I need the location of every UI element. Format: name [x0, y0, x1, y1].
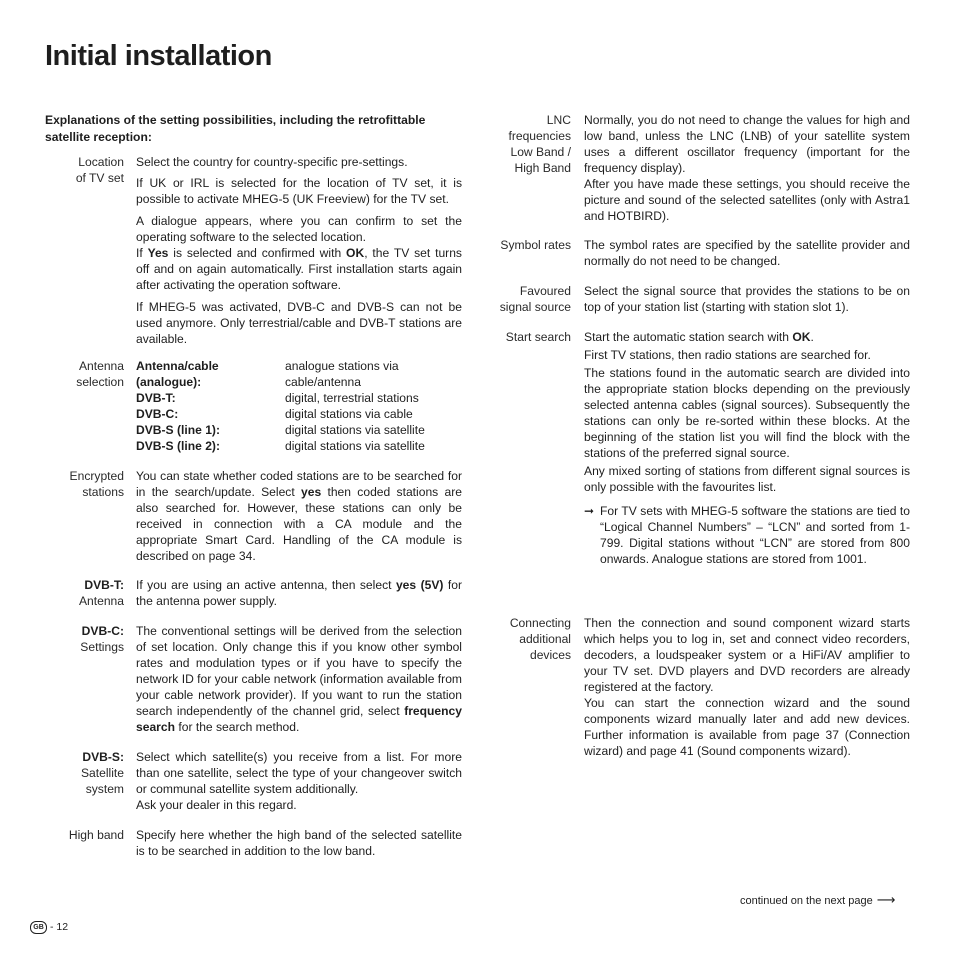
table-row: DVB-S (line 2): digital stations via satellite: [136, 439, 425, 453]
connecting-body: [584, 615, 910, 759]
table-row: Antenna/cable (analogue): analogue stations via cable/antenna: [136, 359, 399, 389]
dvbs-system-text-2: Ask your dealer in this regard.: [136, 798, 297, 812]
lcn-note: [584, 503, 910, 567]
encrypted-body: [136, 468, 462, 564]
arrow-right-icon: ⟶: [876, 892, 896, 907]
high-band-text: Specify here whether the high band of the selected satellite is to be searched in addition to the low band.: [136, 828, 462, 858]
location-p5: If MHEG-5 was activated, DVB-C and DVB-S can not be used anymore. Only terrestrial/cable and DVB-T stations are available.: [136, 300, 462, 346]
start-search-p3: The stations found in the automatic search are divided into the appropriate station blocks depending on the previously selected antenna cables (signal sources). Subsequently the stations can only be re-sorted within these blocks. At the beginning of the station list you will find the block with the stations of the preferred signal source.: [584, 366, 910, 460]
page-number: - 12: [50, 921, 69, 933]
dvbc-settings-text: The conventional settings will be derived from the selection of set location. Only change this if you know other symbol rates and modulation types or if you have to specify the network ID for your cable network (information available from your cable network provider). If you want to run the station search independently of the channel grid, select frequency search for the search method.: [136, 624, 462, 734]
location-p2: If UK or IRL is selected for the location of TV set, it is possible to activate MHEG-5 (UK Freeview) for the TV set.: [136, 176, 462, 206]
dvbs-system-label: DVB-S: Satellite system: [80, 750, 124, 796]
start-search-p1: Start the automatic station search with OK.: [584, 330, 814, 344]
intro-heading: Explanations of the setting possibilities, including the retrofittable satellite reception:: [45, 113, 426, 144]
high-band-body: [136, 827, 462, 859]
antenna-selection-label: Antenna selection: [76, 359, 124, 389]
dvbs-system-text: Select which satellite(s) you receive from a list. For more than one satellite, select the type of your changeover switch or communal satellite system additionally.: [136, 750, 462, 796]
antenna-selection-body: [136, 358, 462, 454]
favoured-label: Favoured signal source: [499, 284, 571, 314]
table-row: DVB-C: digital stations via cable: [136, 407, 413, 421]
dvbt-antenna-text: If you are using an active antenna, then select yes (5V) for the antenna power supply.: [136, 578, 462, 608]
location-p1: Select the country for country-specific pre-settings.: [136, 155, 408, 169]
table-row: DVB-T: digital, terrestrial stations: [136, 391, 419, 405]
connecting-p2: You can start the connection wizard and the sound components wizard manually later and add new devices. Further information is available from page 37 (Connection wizard) and page 41 (Sound components wizard).: [584, 696, 910, 758]
lnc-p1: Normally, you do not need to change the values for high and low band, unless the LNC (LNB) of your satellite system uses a different oscillator frequency (important for the frequency display).: [584, 113, 910, 175]
location-p3: A dialogue appears, where you can confirm to set the operating software to the selected location.: [136, 214, 462, 244]
start-search-body: [584, 329, 910, 567]
symbol-rates-text: The symbol rates are specified by the satellite provider and normally do not need to be changed.: [584, 238, 910, 268]
favoured-text: Select the signal source that provides the stations to be on top of your station list (starting with station slot 1).: [584, 284, 910, 314]
country-badge: GB: [30, 921, 47, 934]
lnc-p2: After you have made these settings, you should receive the picture and sound of the selected satellites (only with Astra1 and HOTBIRD).: [584, 177, 910, 223]
encrypted-label: Encrypted stations: [69, 469, 124, 499]
connecting-label: Connecting additional devices: [509, 616, 571, 662]
start-search-p4: Any mixed sorting of stations from different signal sources is only possible with the favourites list.: [584, 464, 910, 494]
dvbt-antenna-body: [136, 577, 462, 609]
favoured-body: [584, 283, 910, 315]
encrypted-text: You can state whether coded stations are to be searched for in the search/update. Select yes then coded stations are also searched for. However, these stations can only be received in connection with a CA module and the appropriate Smart Card. Handling of the CA module is described on page 34.: [136, 469, 462, 563]
page-title: Initial installation: [45, 40, 272, 72]
dvbt-antenna-label: DVB-T: Antenna: [78, 578, 124, 608]
symbol-rates-label: Symbol rates: [500, 238, 571, 252]
start-search-p2: First TV stations, then radio stations are searched for.: [584, 348, 871, 362]
dvbc-settings-label: DVB-C: Settings: [80, 624, 124, 654]
dvbc-settings-body: [136, 623, 462, 735]
arrow-right-icon: ➞: [584, 504, 595, 518]
high-band-label: High band: [68, 828, 124, 842]
continued-note: continued on the next page ⟶: [740, 892, 896, 907]
location-p4: If Yes is selected and confirmed with OK, the TV set turns off and on again automatically. First installation starts again after activating the operation software.: [136, 246, 462, 292]
dvbs-system-body: [136, 749, 462, 813]
antenna-table: [136, 358, 462, 454]
lnc-label: LNC frequencies Low Band / High Band: [508, 113, 571, 175]
table-row: DVB-S (line 1): digital stations via satellite: [136, 423, 425, 437]
connecting-p1: Then the connection and sound component wizard starts which helps you to log in, set and connect video recorders, decoders, a loudspeaker system or a HiFi/AV amplifier to your TV set. DVD players and DVD recorders are already registered at the factory.: [584, 616, 910, 694]
location-label: Location of TV set: [75, 155, 124, 185]
lnc-body: [584, 112, 910, 224]
page-footer: [30, 919, 68, 935]
lcn-note-text: For TV sets with MHEG-5 software the stations are tied to “Logical Channel Numbers” – “LCN” and sorted from 1-799. Digital stations without “LCN” are stored from 800 onwards. Analogue stations are stored from 1001.: [600, 504, 910, 566]
location-body: [136, 154, 462, 347]
symbol-rates-body: [584, 237, 910, 269]
start-search-label: Start search: [505, 330, 571, 344]
